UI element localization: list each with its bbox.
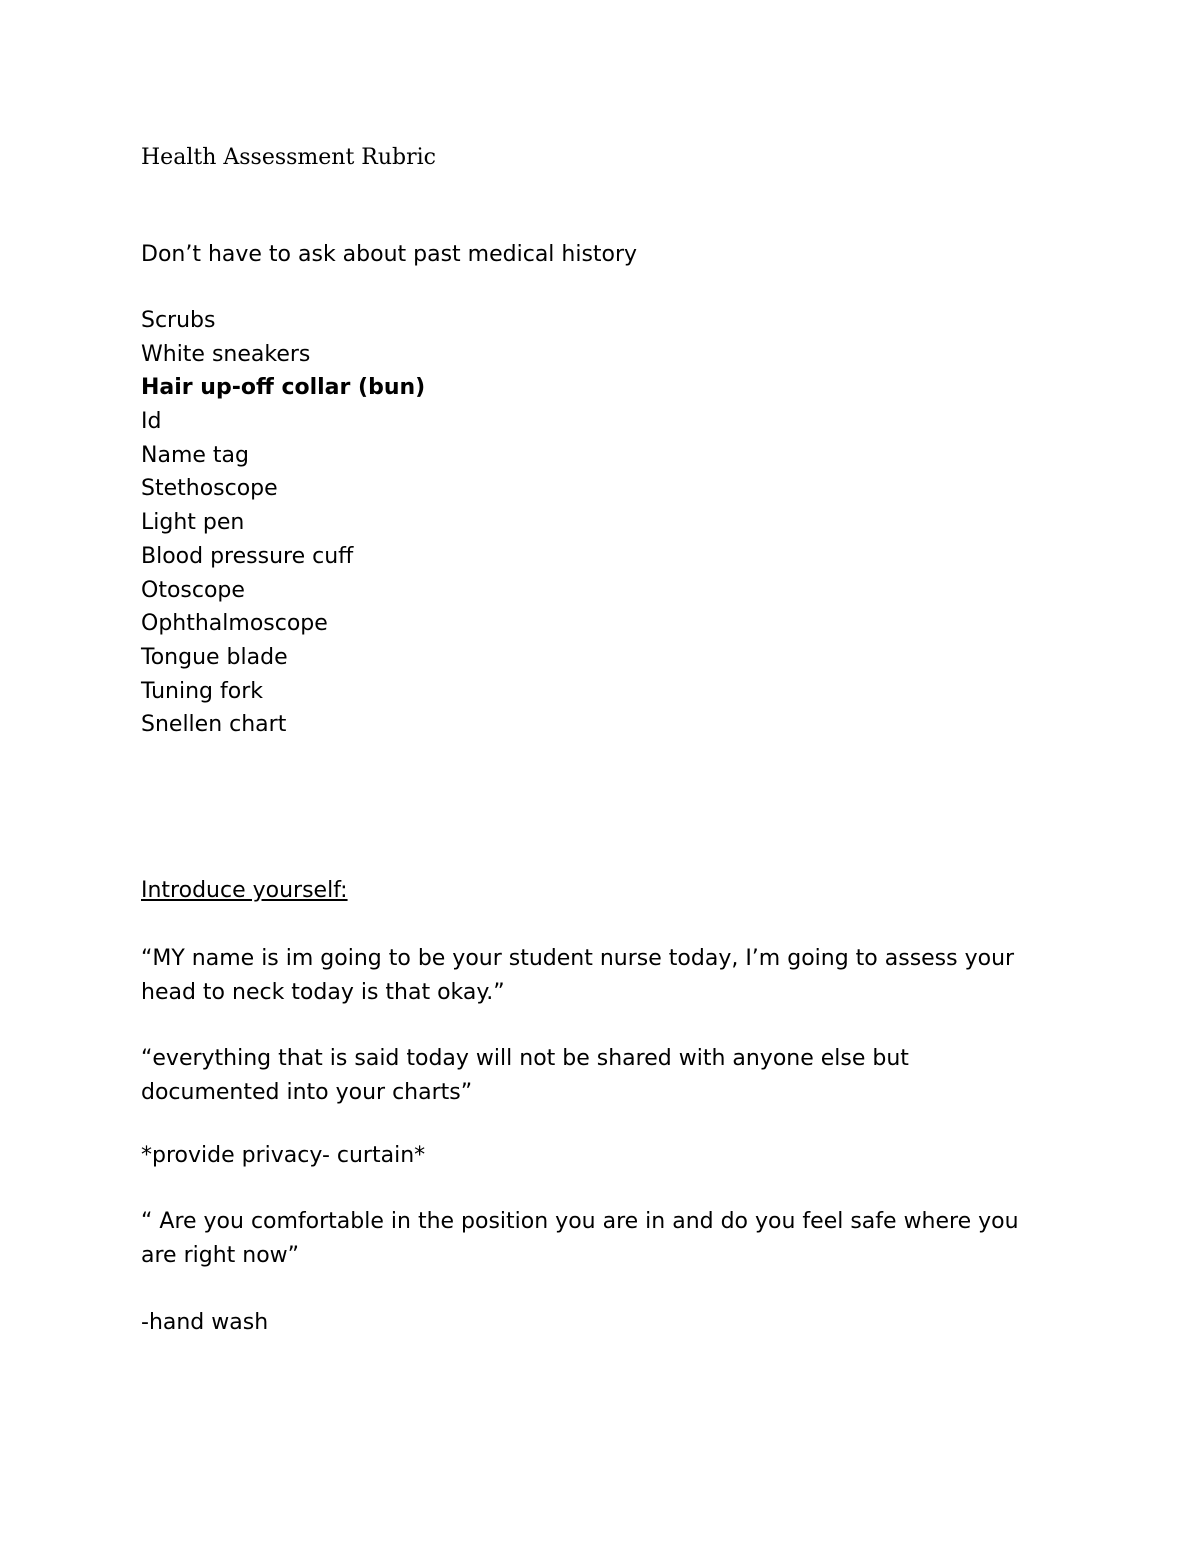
checklist-item: Hair up-off collar (bun) bbox=[141, 375, 426, 401]
note-text: Don’t have to ask about past medical history bbox=[141, 242, 638, 267]
handwash-instruction: -hand wash bbox=[141, 1310, 269, 1335]
quote-line: “ Are you comfortable in the position you are in and do you feel safe where you bbox=[141, 1209, 1019, 1234]
checklist-item: Tongue blade bbox=[141, 644, 288, 670]
checklist-item: Light pen bbox=[141, 510, 245, 536]
checklist-item: Snellen chart bbox=[141, 712, 287, 738]
privacy-instruction: *provide privacy- curtain* bbox=[141, 1143, 426, 1168]
checklist-item: Scrubs bbox=[141, 308, 216, 333]
checklist-item: Tuning fork bbox=[141, 678, 263, 704]
intro-heading: Introduce yourself: bbox=[141, 878, 348, 903]
checklist-item: Ophthalmoscope bbox=[141, 611, 328, 637]
document-title: Health Assessment Rubric bbox=[141, 145, 437, 170]
quote-line: documented into your charts” bbox=[141, 1080, 473, 1105]
supply-checklist bbox=[141, 304, 425, 742]
quote-line: head to neck today is that okay.” bbox=[141, 980, 505, 1005]
quote-line: “MY name is im going to be your student nurse today, I’m going to assess your bbox=[141, 946, 1015, 971]
checklist-item: Id bbox=[141, 409, 162, 435]
checklist-item: Name tag bbox=[141, 442, 249, 468]
checklist-item: Stethoscope bbox=[141, 476, 278, 502]
quote-line: are right now” bbox=[141, 1243, 300, 1268]
checklist-item: Otoscope bbox=[141, 577, 245, 603]
checklist-item: White sneakers bbox=[141, 341, 311, 367]
quote-line: “everything that is said today will not be shared with anyone else but bbox=[141, 1046, 909, 1071]
checklist-item: Blood pressure cuff bbox=[141, 543, 354, 569]
